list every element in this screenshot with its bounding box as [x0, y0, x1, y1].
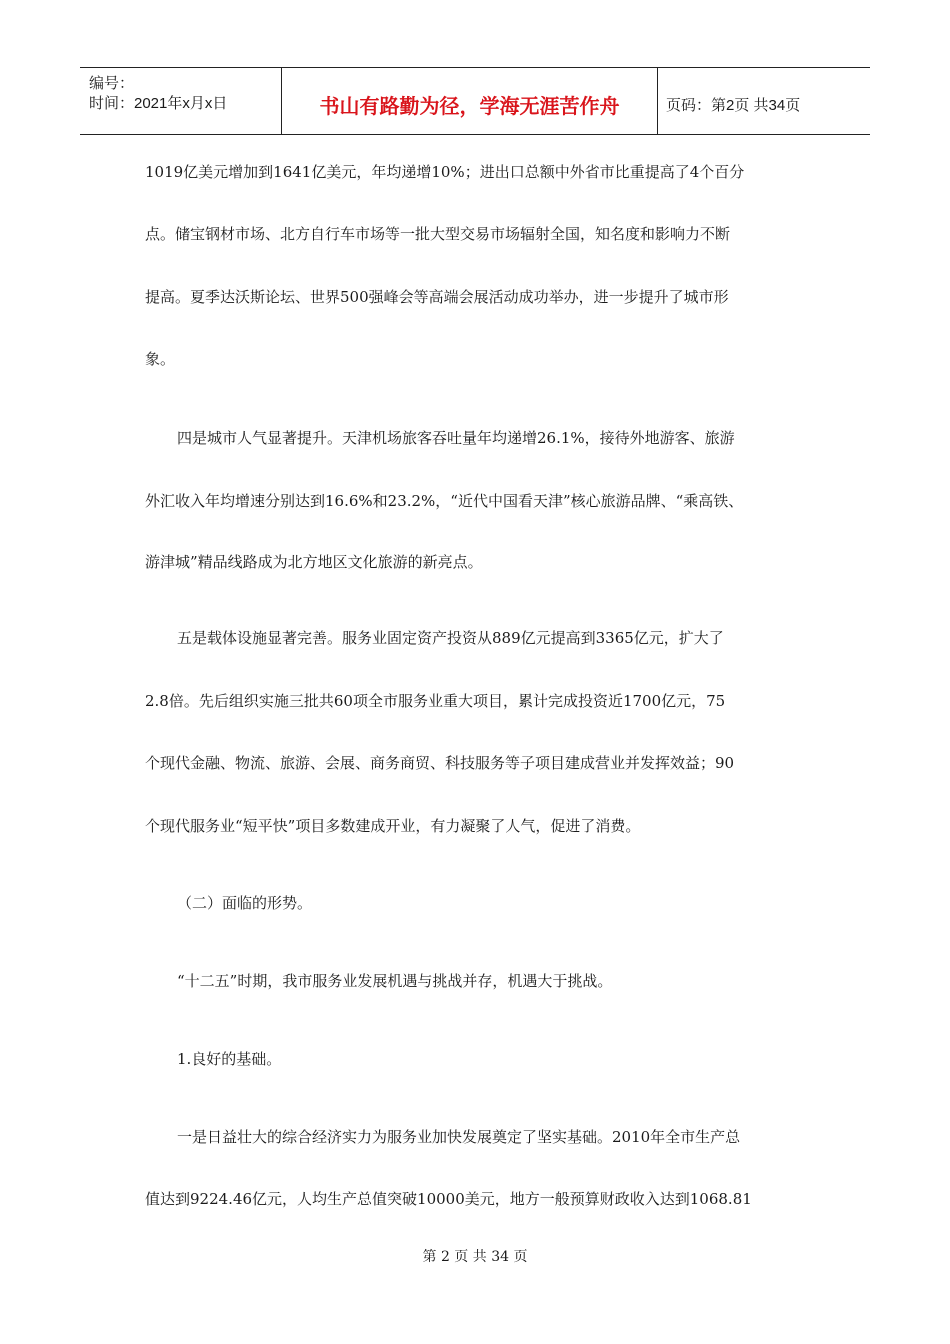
body-line: 1019亿美元增加到1641亿美元，年均递增10%；进出口总额中外省市比重提高了4个百分 — [145, 163, 745, 181]
document-number-label: 编号： — [89, 75, 135, 92]
body-line: 外汇收入年均增速分别达到16.6%和23.2%，“近代中国看天津”核心旅游品牌、“乘高铁、 — [145, 492, 744, 510]
paragraph-first-line: 一是日益壮大的综合经济实力为服务业加快发展奠定了坚实基础。2010年全市生产总 — [177, 1128, 741, 1146]
body-line: 游津城”精品线路成为北方地区文化旅游的新亮点。 — [145, 553, 483, 571]
body-line: 值达到9224.46亿元，人均生产总值突破10000美元，地方一般预算财政收入达到1068.81 — [145, 1190, 752, 1208]
document-date-label: 时间：2021年x月x日 — [89, 95, 228, 112]
header-motto: 书山有路勤为径，学海无涯苦作舟 — [319, 94, 620, 118]
body-line: 象。 — [145, 350, 176, 368]
paragraph-first-line: 四是城市人气显著提升。天津机场旅客吞吐量年均递增26.1%，接待外地游客、旅游 — [177, 429, 735, 447]
header-meta-cell — [80, 68, 282, 134]
body-line: 提高。夏季达沃斯论坛、世界500强峰会等高端会展活动成功举办，进一步提升了城市形 — [145, 288, 729, 306]
body-line: 个现代服务业“短平快”项目多数建成开业，有力凝聚了人气，促进了消费。 — [145, 817, 641, 835]
document-header — [80, 67, 870, 135]
header-page-cell — [658, 68, 870, 134]
paragraph-first-line: 五是载体设施显著完善。服务业固定资产投资从889亿元提高到3365亿元，扩大了 — [177, 629, 724, 647]
paragraph-first-line: “十二五”时期，我市服务业发展机遇与挑战并存，机遇大于挑战。 — [177, 972, 613, 990]
body-line: 2.8倍。先后组织实施三批共60项全市服务业重大项目，累计完成投资近1700亿元，75 — [145, 692, 726, 710]
subsection-heading: 1.良好的基础。 — [177, 1050, 282, 1068]
body-line: 个现代金融、物流、旅游、会展、商务商贸、科技服务等子项目建成营业并发挥效益；90 — [145, 754, 735, 772]
page-footer: 第 2 页 共 34 页 — [422, 1249, 528, 1265]
header-motto-cell — [282, 68, 658, 134]
section-heading: （二）面临的形势。 — [177, 894, 313, 912]
header-page-info: 页码：第2页 共34页 — [666, 97, 801, 114]
body-line: 点。储宝钢材市场、北方自行车市场等一批大型交易市场辐射全国，知名度和影响力不断 — [145, 225, 731, 243]
